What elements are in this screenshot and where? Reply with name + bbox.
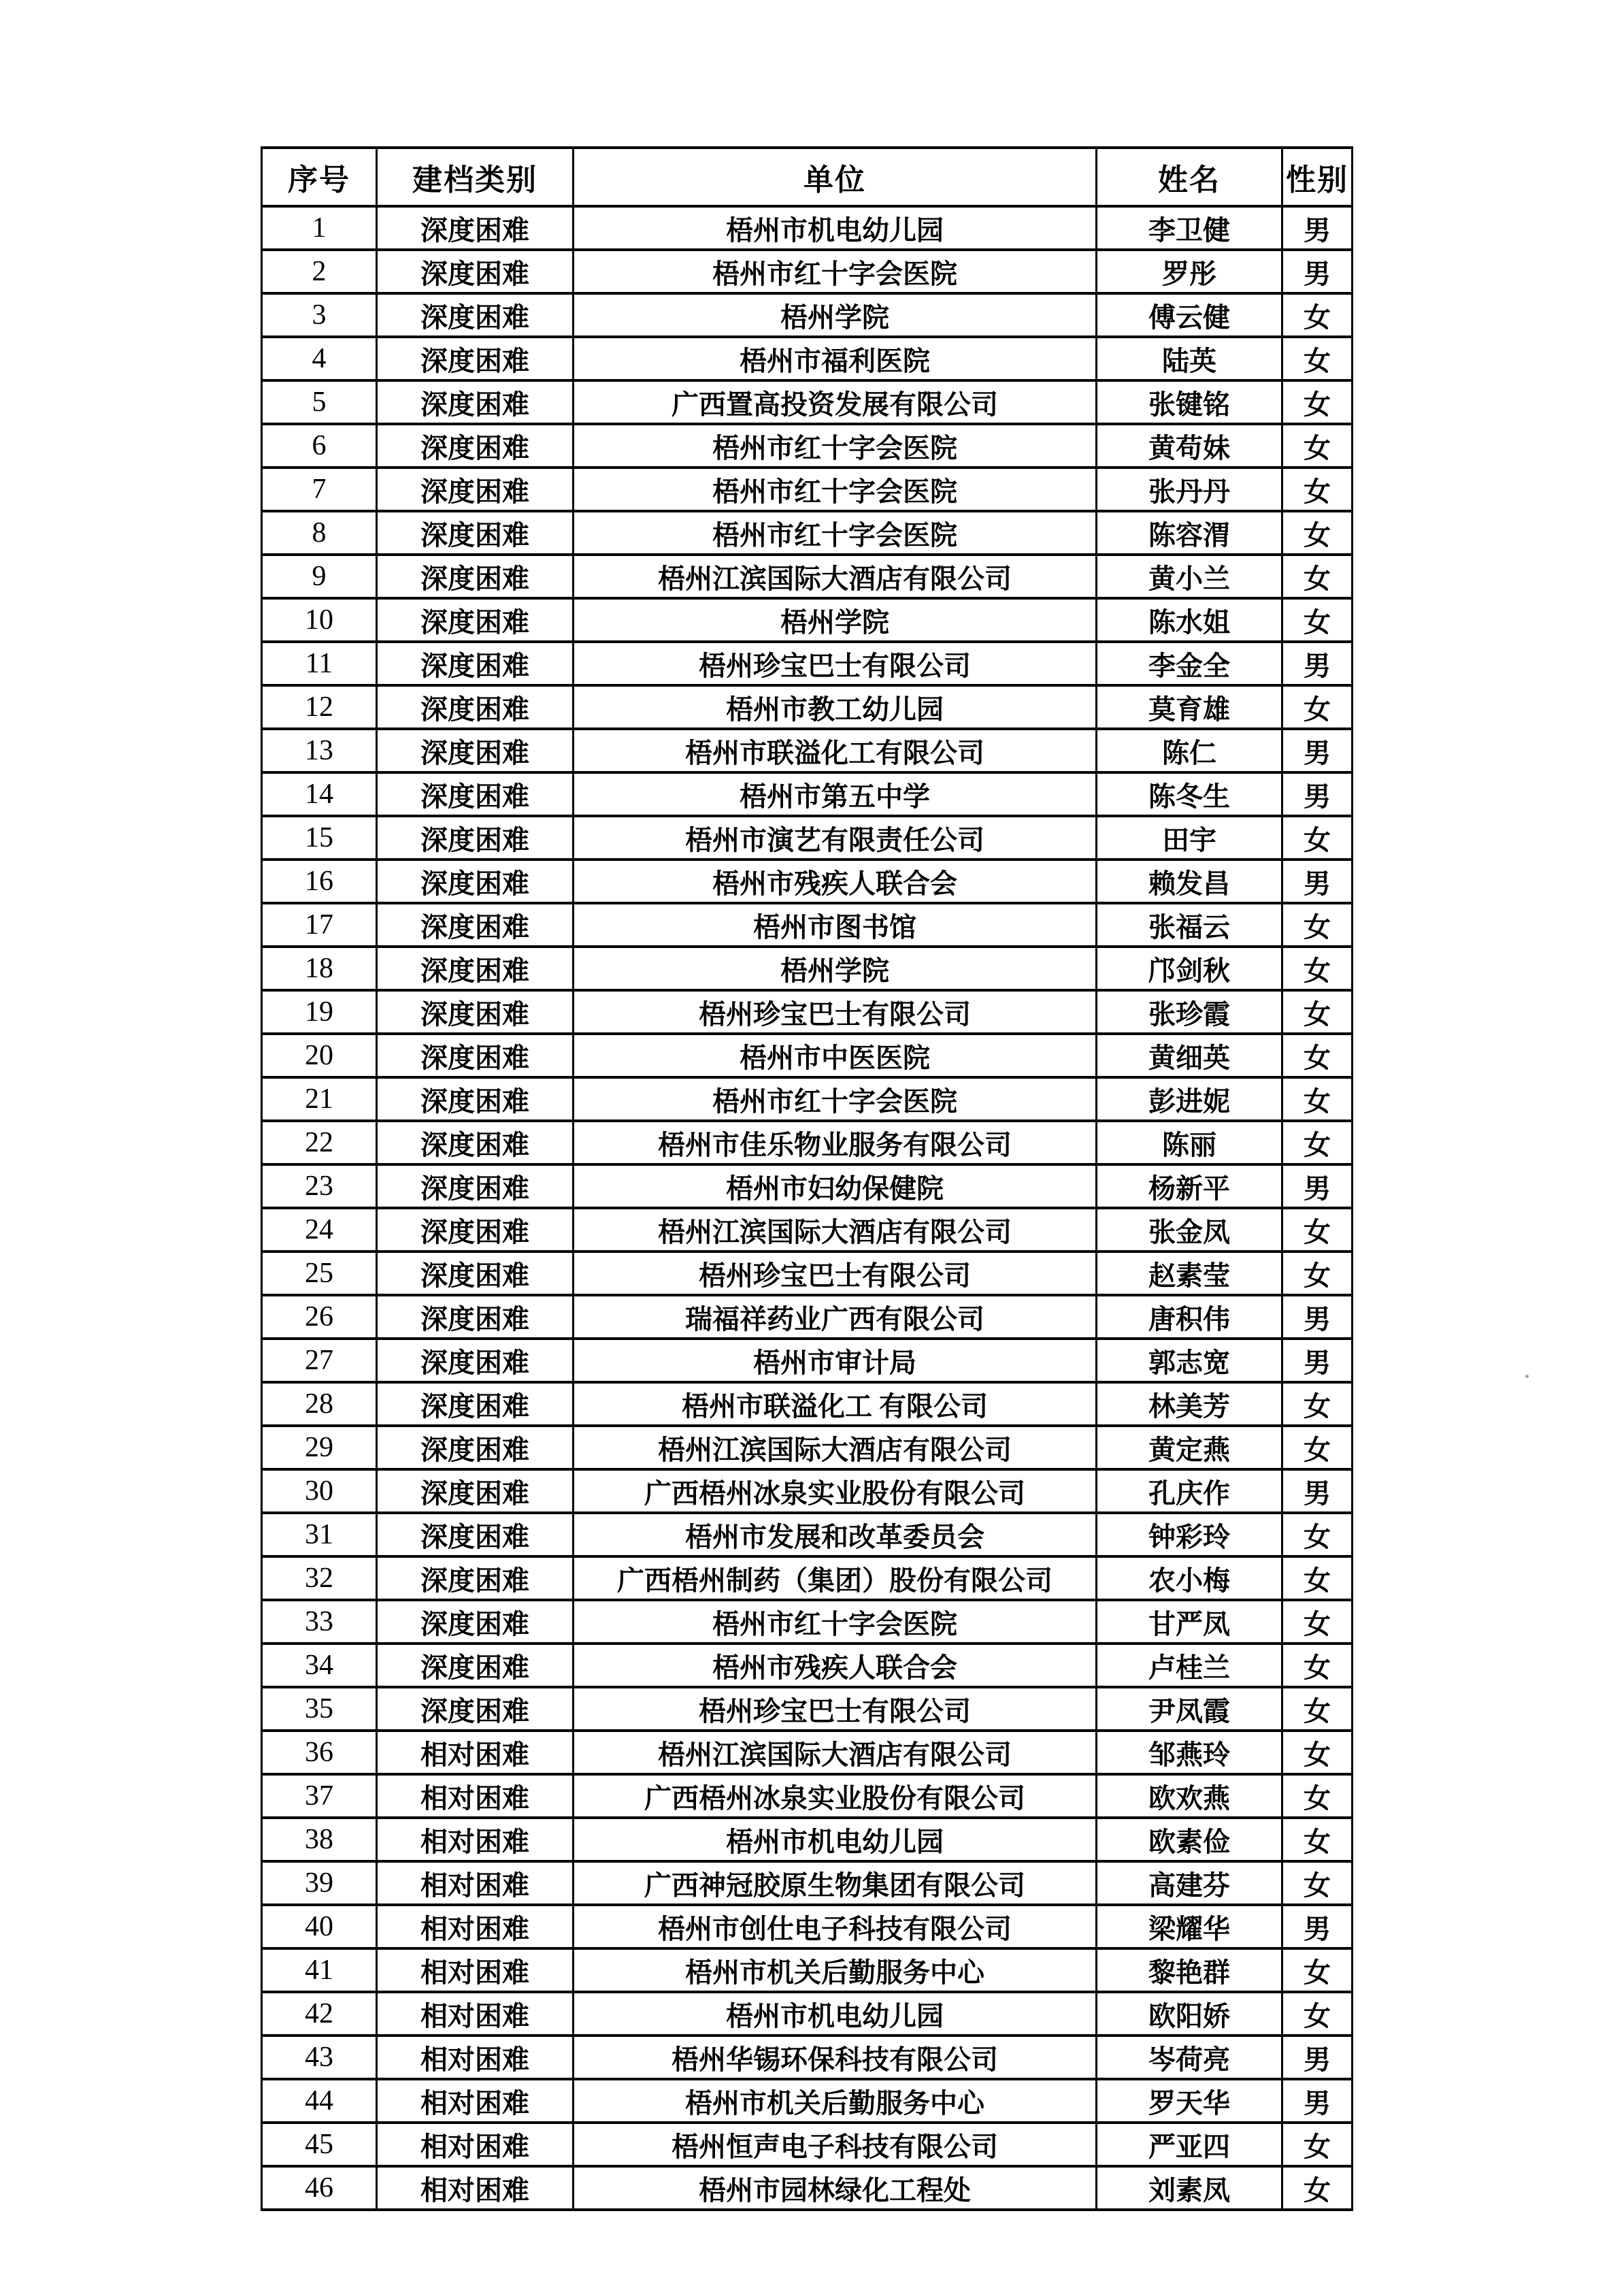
cell-gender: 女 [1282,468,1353,511]
cell-name: 严亚四 [1097,2123,1282,2166]
table-row [262,990,1353,1034]
table-row [262,1992,1353,2036]
cell-name: 欧素俭 [1097,1818,1282,1861]
cell-unit: 梧州江滨国际大酒店有限公司 [574,1208,1097,1252]
table-row [262,598,1353,642]
cell-category: 深度困难 [377,1644,574,1687]
cell-category: 深度困难 [377,1208,574,1252]
table-row [262,1774,1353,1818]
cell-name: 赖发昌 [1097,860,1282,903]
cell-index: 35 [262,1687,377,1731]
table-row [262,1556,1353,1600]
cell-gender: 女 [1282,1513,1353,1556]
cell-index: 8 [262,511,377,555]
cell-category: 深度困难 [377,250,574,293]
cell-index: 42 [262,1992,377,2036]
cell-gender: 女 [1282,1992,1353,2036]
cell-unit: 梧州学院 [574,598,1097,642]
cell-index: 24 [262,1208,377,1252]
cell-gender: 女 [1282,1556,1353,1600]
cell-gender: 女 [1282,380,1353,424]
cell-unit: 梧州市审计局 [574,1339,1097,1382]
cell-name: 李卫健 [1097,206,1282,250]
cell-name: 钟彩玲 [1097,1513,1282,1556]
cell-gender: 男 [1282,2079,1353,2123]
table-row [262,1077,1353,1121]
table-row [262,380,1353,424]
cell-gender: 女 [1282,1382,1353,1426]
cell-index: 1 [262,206,377,250]
cell-name: 莫育雄 [1097,685,1282,729]
cell-unit: 梧州市园林绿化工程处 [574,2166,1097,2210]
cell-index: 28 [262,1382,377,1426]
cell-unit: 梧州学院 [574,947,1097,990]
cell-unit: 梧州市红十字会医院 [574,1600,1097,1644]
cell-unit: 梧州市第五中学 [574,772,1097,816]
cell-name: 唐积伟 [1097,1295,1282,1339]
cell-gender: 女 [1282,1077,1353,1121]
header-unit: 单位 [574,148,1097,206]
cell-index: 4 [262,337,377,380]
cell-category: 深度困难 [377,947,574,990]
cell-index: 2 [262,250,377,293]
cell-unit: 梧州市机关后勤服务中心 [574,2079,1097,2123]
cell-category: 深度困难 [377,1469,574,1513]
table-row [262,642,1353,685]
cell-index: 34 [262,1644,377,1687]
cell-category: 深度困难 [377,555,574,598]
cell-name: 陈丽 [1097,1121,1282,1164]
cell-category: 深度困难 [377,1034,574,1077]
cell-unit: 梧州市残疾人联合会 [574,1644,1097,1687]
cell-name: 高建芬 [1097,1861,1282,1905]
table-row [262,1426,1353,1469]
cell-unit: 梧州江滨国际大酒店有限公司 [574,555,1097,598]
table-row [262,816,1353,860]
cell-name: 陈仁 [1097,729,1282,772]
cell-gender: 女 [1282,947,1353,990]
table-row [262,1295,1353,1339]
cell-name: 张丹丹 [1097,468,1282,511]
table-row [262,2079,1353,2123]
cell-index: 30 [262,1469,377,1513]
cell-name: 郭志宽 [1097,1339,1282,1382]
table-body [262,206,1353,2210]
cell-unit: 梧州市中医医院 [574,1034,1097,1077]
cell-unit: 广西梧州冰泉实业股份有限公司 [574,1774,1097,1818]
table-row [262,1208,1353,1252]
cell-index: 10 [262,598,377,642]
cell-index: 45 [262,2123,377,2166]
cell-index: 22 [262,1121,377,1164]
cell-unit: 广西神冠胶原生物集团有限公司 [574,1861,1097,1905]
cell-name: 陆英 [1097,337,1282,380]
cell-name: 田宇 [1097,816,1282,860]
table-row [262,1644,1353,1687]
cell-unit: 梧州学院 [574,293,1097,337]
cell-category: 深度困难 [377,816,574,860]
cell-index: 3 [262,293,377,337]
cell-unit: 梧州市发展和改革委员会 [574,1513,1097,1556]
cell-gender: 女 [1282,1818,1353,1861]
cell-name: 黎艳群 [1097,1948,1282,1992]
cell-gender: 男 [1282,1295,1353,1339]
cell-gender: 男 [1282,1164,1353,1208]
cell-unit: 梧州江滨国际大酒店有限公司 [574,1731,1097,1774]
cell-gender: 女 [1282,1731,1353,1774]
cell-name: 黄细英 [1097,1034,1282,1077]
cell-name: 罗彤 [1097,250,1282,293]
cell-unit: 广西梧州制药（集团）股份有限公司 [574,1556,1097,1600]
cell-index: 32 [262,1556,377,1600]
cell-name: 傅云健 [1097,293,1282,337]
cell-index: 20 [262,1034,377,1077]
cell-category: 深度困难 [377,860,574,903]
cell-category: 深度困难 [377,337,574,380]
cell-gender: 男 [1282,250,1353,293]
table-row [262,729,1353,772]
cell-unit: 梧州珍宝巴士有限公司 [574,1252,1097,1295]
cell-unit: 梧州市红十字会医院 [574,468,1097,511]
cell-gender: 男 [1282,2036,1353,2079]
cell-gender: 女 [1282,1948,1353,1992]
cell-category: 深度困难 [377,1513,574,1556]
cell-unit: 广西梧州冰泉实业股份有限公司 [574,1469,1097,1513]
cell-unit: 梧州市妇幼保健院 [574,1164,1097,1208]
cell-category: 深度困难 [377,685,574,729]
table-row [262,860,1353,903]
cell-category: 深度困难 [377,1600,574,1644]
cell-unit: 瑞福祥药业广西有限公司 [574,1295,1097,1339]
cell-unit: 梧州市创仕电子科技有限公司 [574,1905,1097,1948]
cell-unit: 梧州华锡环保科技有限公司 [574,2036,1097,2079]
cell-gender: 女 [1282,555,1353,598]
cell-index: 38 [262,1818,377,1861]
cell-index: 7 [262,468,377,511]
cell-name: 卢桂兰 [1097,1644,1282,1687]
cell-category: 深度困难 [377,468,574,511]
table-row [262,2036,1353,2079]
cell-index: 16 [262,860,377,903]
table-row [262,1339,1353,1382]
table-row [262,511,1353,555]
cell-gender: 男 [1282,1469,1353,1513]
table-row [262,947,1353,990]
cell-category: 深度困难 [377,424,574,468]
cell-name: 岑荷亮 [1097,2036,1282,2079]
roster-table [261,146,1353,2211]
cell-gender: 女 [1282,1121,1353,1164]
cell-gender: 男 [1282,1339,1353,1382]
cell-index: 13 [262,729,377,772]
cell-category: 深度困难 [377,206,574,250]
cell-name: 陈容渭 [1097,511,1282,555]
cell-index: 43 [262,2036,377,2079]
cell-index: 27 [262,1339,377,1382]
cell-category: 深度困难 [377,598,574,642]
table-row [262,250,1353,293]
cell-category: 深度困难 [377,903,574,947]
scan-noise-dot [1525,1375,1529,1378]
cell-name: 欧阳娇 [1097,1992,1282,2036]
cell-category: 相对困难 [377,1731,574,1774]
cell-category: 深度困难 [377,1121,574,1164]
table-row [262,685,1353,729]
cell-gender: 女 [1282,1687,1353,1731]
table-row [262,337,1353,380]
cell-gender: 男 [1282,772,1353,816]
table-row [262,1164,1353,1208]
cell-unit: 梧州市红十字会医院 [574,511,1097,555]
cell-name: 张金凤 [1097,1208,1282,1252]
cell-gender: 女 [1282,511,1353,555]
table-row [262,1600,1353,1644]
cell-index: 23 [262,1164,377,1208]
cell-gender: 女 [1282,598,1353,642]
cell-category: 相对困难 [377,1992,574,2036]
cell-category: 相对困难 [377,1818,574,1861]
cell-unit: 梧州江滨国际大酒店有限公司 [574,1426,1097,1469]
cell-category: 深度困难 [377,642,574,685]
cell-gender: 女 [1282,1774,1353,1818]
cell-unit: 梧州市机关后勤服务中心 [574,1948,1097,1992]
cell-name: 梁耀华 [1097,1905,1282,1948]
cell-name: 邹燕玲 [1097,1731,1282,1774]
cell-unit: 梧州市机电幼儿园 [574,1818,1097,1861]
cell-category: 深度困难 [377,1295,574,1339]
cell-name: 赵素莹 [1097,1252,1282,1295]
cell-index: 33 [262,1600,377,1644]
cell-gender: 女 [1282,293,1353,337]
cell-unit: 梧州市联溢化工有限公司 [574,729,1097,772]
cell-unit: 梧州市佳乐物业服务有限公司 [574,1121,1097,1164]
table-row [262,206,1353,250]
cell-gender: 女 [1282,685,1353,729]
table-row [262,2166,1353,2210]
cell-category: 深度困难 [377,990,574,1034]
cell-gender: 女 [1282,2123,1353,2166]
cell-gender: 女 [1282,2166,1353,2210]
table-row [262,1382,1353,1426]
cell-category: 深度困难 [377,293,574,337]
header-row [262,148,1353,206]
cell-gender: 女 [1282,1861,1353,1905]
cell-index: 6 [262,424,377,468]
table-row [262,1513,1353,1556]
cell-gender: 男 [1282,729,1353,772]
table-row [262,293,1353,337]
cell-name: 李金全 [1097,642,1282,685]
table-row [262,2123,1353,2166]
cell-unit: 梧州市演艺有限责任公司 [574,816,1097,860]
cell-name: 罗天华 [1097,2079,1282,2123]
cell-name: 张福云 [1097,903,1282,947]
cell-unit: 梧州珍宝巴士有限公司 [574,642,1097,685]
cell-category: 相对困难 [377,2123,574,2166]
cell-category: 深度困难 [377,1339,574,1382]
cell-name: 刘素凤 [1097,2166,1282,2210]
cell-category: 深度困难 [377,1556,574,1600]
cell-gender: 男 [1282,860,1353,903]
cell-index: 15 [262,816,377,860]
cell-index: 36 [262,1731,377,1774]
cell-category: 相对困难 [377,2079,574,2123]
table-row [262,1687,1353,1731]
cell-gender: 女 [1282,1252,1353,1295]
cell-gender: 女 [1282,1034,1353,1077]
table-row [262,1861,1353,1905]
cell-name: 杨新平 [1097,1164,1282,1208]
cell-category: 深度困难 [377,772,574,816]
cell-gender: 男 [1282,642,1353,685]
cell-name: 尹凤霞 [1097,1687,1282,1731]
cell-unit: 梧州市机电幼儿园 [574,1992,1097,2036]
cell-unit: 梧州市教工幼儿园 [574,685,1097,729]
table-row [262,1905,1353,1948]
cell-unit: 梧州市福利医院 [574,337,1097,380]
cell-index: 25 [262,1252,377,1295]
cell-unit: 梧州珍宝巴士有限公司 [574,990,1097,1034]
cell-index: 26 [262,1295,377,1339]
cell-unit: 梧州市机电幼儿园 [574,206,1097,250]
cell-gender: 女 [1282,1208,1353,1252]
cell-category: 相对困难 [377,1861,574,1905]
cell-name: 黄苟妹 [1097,424,1282,468]
cell-name: 陈冬生 [1097,772,1282,816]
cell-category: 深度困难 [377,1382,574,1426]
cell-category: 相对困难 [377,1774,574,1818]
cell-unit: 广西置高投资发展有限公司 [574,380,1097,424]
cell-gender: 女 [1282,990,1353,1034]
cell-unit: 梧州珍宝巴士有限公司 [574,1687,1097,1731]
cell-name: 彭进妮 [1097,1077,1282,1121]
cell-gender: 女 [1282,337,1353,380]
table-row [262,1818,1353,1861]
cell-name: 农小梅 [1097,1556,1282,1600]
cell-name: 黄小兰 [1097,555,1282,598]
cell-index: 19 [262,990,377,1034]
table-row [262,772,1353,816]
cell-unit: 梧州市残疾人联合会 [574,860,1097,903]
cell-unit: 梧州市联溢化工 有限公司 [574,1382,1097,1426]
cell-category: 深度困难 [377,1252,574,1295]
cell-index: 37 [262,1774,377,1818]
table-row [262,424,1353,468]
cell-name: 林美芳 [1097,1382,1282,1426]
cell-name: 欧欢燕 [1097,1774,1282,1818]
cell-index: 31 [262,1513,377,1556]
cell-category: 深度困难 [377,1077,574,1121]
cell-category: 深度困难 [377,380,574,424]
cell-unit: 梧州市红十字会医院 [574,1077,1097,1121]
cell-gender: 女 [1282,424,1353,468]
cell-category: 相对困难 [377,2036,574,2079]
table-row [262,1948,1353,1992]
cell-name: 张珍霞 [1097,990,1282,1034]
cell-gender: 女 [1282,1426,1353,1469]
cell-name: 邝剑秋 [1097,947,1282,990]
cell-index: 18 [262,947,377,990]
header-index: 序号 [262,148,377,206]
cell-category: 深度困难 [377,511,574,555]
cell-category: 相对困难 [377,2166,574,2210]
table-row [262,555,1353,598]
table-row [262,1731,1353,1774]
cell-index: 46 [262,2166,377,2210]
table-row [262,1034,1353,1077]
cell-index: 14 [262,772,377,816]
cell-category: 深度困难 [377,1426,574,1469]
cell-index: 39 [262,1861,377,1905]
cell-category: 深度困难 [377,1164,574,1208]
cell-category: 深度困难 [377,729,574,772]
cell-index: 41 [262,1948,377,1992]
cell-name: 甘严凤 [1097,1600,1282,1644]
cell-index: 17 [262,903,377,947]
cell-index: 40 [262,1905,377,1948]
table-row [262,1469,1353,1513]
cell-name: 张键铭 [1097,380,1282,424]
cell-gender: 女 [1282,1600,1353,1644]
cell-gender: 女 [1282,816,1353,860]
table-row [262,468,1353,511]
cell-unit: 梧州市红十字会医院 [574,250,1097,293]
cell-unit: 梧州市图书馆 [574,903,1097,947]
header-category: 建档类别 [377,148,574,206]
cell-category: 相对困难 [377,1905,574,1948]
cell-gender: 女 [1282,1644,1353,1687]
cell-category: 相对困难 [377,1948,574,1992]
header-name: 姓名 [1097,148,1282,206]
cell-index: 29 [262,1426,377,1469]
cell-gender: 男 [1282,1905,1353,1948]
cell-index: 5 [262,380,377,424]
header-gender: 性别 [1282,148,1353,206]
cell-index: 11 [262,642,377,685]
cell-index: 21 [262,1077,377,1121]
cell-name: 孔庆作 [1097,1469,1282,1513]
cell-index: 12 [262,685,377,729]
cell-name: 陈水姐 [1097,598,1282,642]
cell-index: 9 [262,555,377,598]
cell-name: 黄定燕 [1097,1426,1282,1469]
cell-gender: 男 [1282,206,1353,250]
cell-gender: 女 [1282,903,1353,947]
table-row [262,1252,1353,1295]
cell-category: 深度困难 [377,1687,574,1731]
cell-unit: 梧州恒声电子科技有限公司 [574,2123,1097,2166]
table-row [262,1121,1353,1164]
cell-index: 44 [262,2079,377,2123]
table-row [262,903,1353,947]
cell-unit: 梧州市红十字会医院 [574,424,1097,468]
